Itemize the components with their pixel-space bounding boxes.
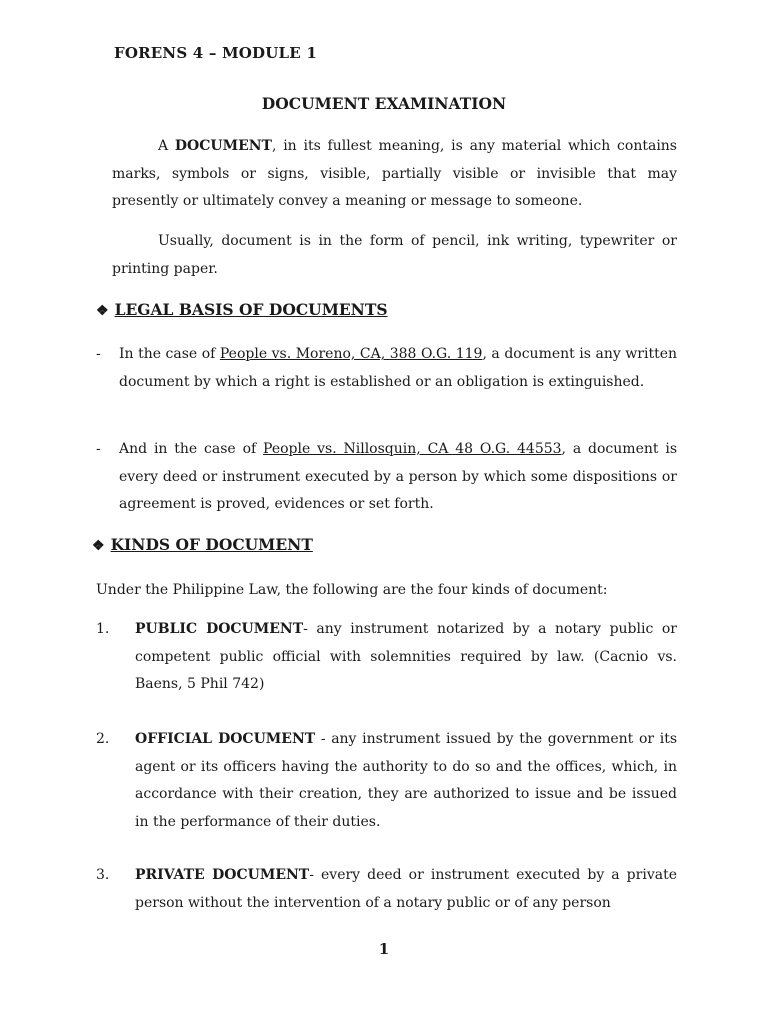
document-title: DOCUMENT EXAMINATION bbox=[261, 94, 507, 113]
section-heading-kinds: ❖ KINDS OF DOCUMENT bbox=[92, 535, 313, 554]
legal-basis-item: - In the case of People vs. Moreno, CA, 388 O.G. 119, a document is any written document by which a right is established or an obligation is extinguished. bbox=[96, 341, 677, 396]
section-heading-legal-basis: ❖ LEGAL BASIS OF DOCUMENTS bbox=[96, 300, 388, 319]
kind-item-official: 2. OFFICIAL DOCUMENT - any instrument issued by the government or its agent or its officers having the authority to do so and the offices, which, in accordance with their creation, they are authorized to issue and be issued in the performance of their duties. bbox=[96, 726, 677, 836]
item-number: 2. bbox=[96, 731, 110, 747]
term-document: DOCUMENT bbox=[174, 138, 272, 154]
kind-item-public: 1. PUBLIC DOCUMENT- any instrument notarized by a notary public or competent public official with solemnities required by law. (Cacnio vs. Baens, 5 Phil 742) bbox=[96, 616, 677, 699]
kind-term: PUBLIC DOCUMENT bbox=[135, 621, 304, 637]
kind-item-private: 3. PRIVATE DOCUMENT- every deed or instrument executed by a private person without the intervention of a notary public or of any person bbox=[96, 862, 677, 917]
case-citation: People vs. Moreno, CA, 388 O.G. 119 bbox=[219, 346, 483, 362]
legal-basis-item: - And in the case of People vs. Nillosquin, CA 48 O.G. 44553, a document is every deed or instrument executed by a person by which some dispositions or agreement is proved, evidences or set forth. bbox=[96, 436, 677, 519]
intro-paragraph-2: Usually, document is in the form of pencil, ink writing, typewriter or printing paper. bbox=[112, 233, 677, 277]
item-number: 3. bbox=[96, 867, 110, 883]
kinds-intro: Under the Philippine Law, the following are the four kinds of document: bbox=[96, 582, 608, 598]
diamond-bullet-icon: ❖ bbox=[92, 538, 105, 554]
page-header: FORENS 4 – MODULE 1 bbox=[114, 44, 317, 62]
intro-paragraph-1: A DOCUMENT, in its fullest meaning, is any material which contains marks, symbols or signs, visible, partially visible or invisible that may presently or ultimately convey a meaning or message to someone. bbox=[112, 138, 677, 209]
item-number: 1. bbox=[96, 621, 110, 637]
case-citation: People vs. Nillosquin, CA 48 O.G. 44553 bbox=[263, 441, 562, 457]
page-number: 1 bbox=[378, 940, 390, 958]
diamond-bullet-icon: ❖ bbox=[96, 303, 109, 319]
kind-term: PRIVATE DOCUMENT bbox=[135, 867, 310, 883]
dash-bullet: - bbox=[96, 441, 101, 457]
kind-term: OFFICIAL DOCUMENT bbox=[135, 731, 316, 747]
dash-bullet: - bbox=[96, 346, 101, 362]
